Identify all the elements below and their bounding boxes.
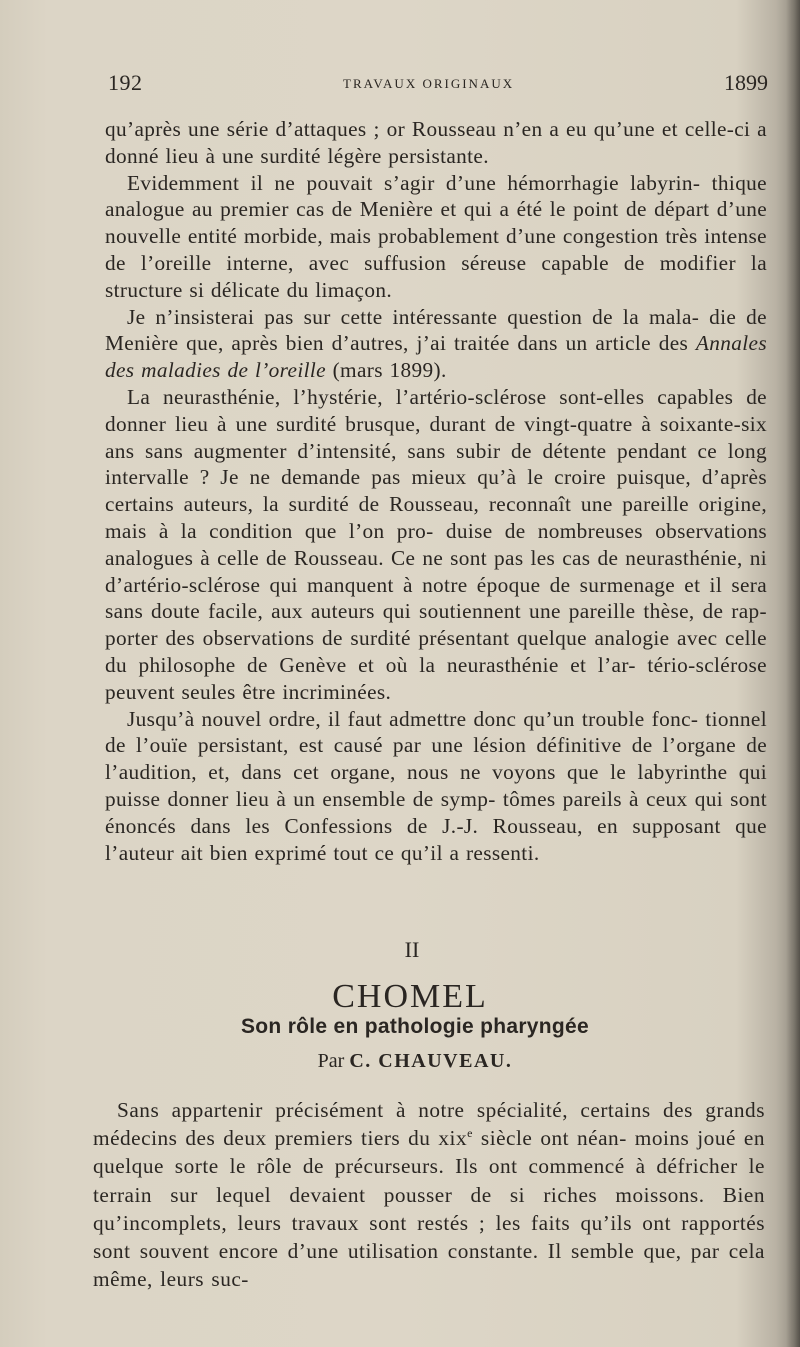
byline (0, 1050, 800, 1073)
running-header (108, 70, 768, 100)
article-subtitle: Son rôle en pathologie pharyngée (241, 1015, 589, 1038)
text-line: duise de nombreuses observations analogues à celle de Rousseau. (105, 518, 767, 570)
paragraph-meniere (105, 304, 767, 384)
text-line: die de Menière que, après bien d’autres, j’ai traitée dans un (105, 304, 767, 356)
previous-article-text (105, 116, 767, 866)
text-line: tômes pareils à ceux qui sont énoncés dans les Confessions de (105, 786, 768, 838)
article-body (93, 1096, 765, 1293)
byline-author: C. CHAUVEAU. (349, 1050, 513, 1072)
text-line: avec celle du philosophe de Genève et où la neurasthénie et l’ar- (105, 626, 767, 677)
byline-prefix: Par (317, 1050, 345, 1072)
paragraph-continuation (105, 116, 767, 170)
text-line: de l’organe de l’audition, et, dans cet organe, nous ne voyons (105, 733, 767, 785)
running-title: TRAVAUX ORIGINAUX (343, 76, 515, 91)
text-line: restés ; les faits qu’ils ont rapportés sont souvent encore d’une (93, 1210, 766, 1264)
paragraph-neurasthenia (105, 384, 767, 706)
text-line: (mars 1899). (325, 358, 447, 383)
page-binding-shadow (786, 0, 800, 1347)
running-year: 1899 (724, 70, 768, 95)
text-line: soixante-six ans sans augmenter d’intensité, sans subir de détente (105, 411, 767, 463)
text-line: La neurasthénie, l’hystérie, l’artério-sclérose sont-elles capables (127, 384, 734, 409)
text-line: thique analogue au premier cas de Menière et qui a été le point (105, 170, 767, 222)
text-line: celle-ci a donné lieu à une surdité légère persistante. (105, 117, 767, 168)
article-paragraph (93, 1096, 765, 1293)
text-line: article des (595, 331, 696, 356)
text-line: que le labyrinthe qui puisse donner lieu à un ensemble de symp- (105, 760, 767, 811)
text-line: moins joué en quelque sorte le rôle de précurseurs. Ils ont (93, 1126, 765, 1179)
paragraph-conclusion (105, 706, 767, 867)
journal-title: Annales des maladies de l’oreille (105, 331, 767, 383)
text-line: pendant ce long intervalle ? Je ne demande pas mieux qu’à le (105, 438, 767, 490)
article-title: CHOMEL (332, 978, 488, 1015)
text-line: Ce ne sont pas les cas de neurasthénie, ni d’artério-sclérose qui (105, 545, 768, 597)
text-line: de donner lieu à une surdité brusque, durant de vingt-quatre à (105, 384, 767, 436)
text-line: grands médecins des deux premiers tiers du (93, 1098, 765, 1151)
text-line: utilisation constante. Il semble que, par cela même, leurs suc- (93, 1239, 765, 1292)
text-line: tionnel de l’ouïe persistant, est causé par une lésion définitive (105, 706, 767, 758)
century-roman: xix (438, 1126, 468, 1151)
text-line: d’une congestion très intense de l’oreille interne, avec suffusion (105, 224, 767, 275)
text-line: siècle ont néan- (472, 1126, 627, 1151)
text-line: croire puisque, d’après certains auteurs, la surdité de Rousseau, (105, 465, 767, 517)
text-line: qu’après une série d’attaques ; or Rousseau n’en a eu qu’une et (105, 117, 678, 141)
paragraph-hemorrhage (105, 170, 767, 304)
text-line: reconnaît une pareille origine, mais à la condition que l’on pro- (105, 492, 767, 543)
text-line: manquent à notre époque de surmenage et il sera sans doute (105, 572, 768, 624)
text-line: Jusqu’à nouvel ordre, il faut admettre donc qu’un trouble fonc- (127, 706, 699, 731)
text-line: séreuse capable de modifier la structure si délicate du limaçon. (105, 250, 767, 302)
text-line: J.-J. Rousseau, en supposant que l’auteur ait bien exprimé tout (105, 813, 767, 865)
text-line: facile, aux auteurs qui soutiennent une pareille thèse, de rap- (208, 599, 767, 624)
text-line: Evidemment il ne pouvait s’agir d’une hémorrhagie labyrin- (127, 170, 701, 195)
text-line: Je n’insisterai pas sur cette intéressante question de la mala- (127, 304, 700, 329)
text-line: tério-sclérose peuvent seules être incriminées. (105, 652, 767, 704)
text-line: commencé à défricher le terrain sur lequel devaient pousser (93, 1154, 766, 1207)
century-superscript: e (467, 1126, 473, 1141)
section-number: II (404, 937, 420, 962)
text-line: ce qu’il a ressenti. (374, 840, 540, 865)
text-line: Sans appartenir précisément à notre spécialité, certains des (117, 1098, 693, 1122)
text-line: porter des observations de surdité présentant quelque analogie (105, 626, 670, 651)
text-line: de si riches moissons. Bien qu’incomplets, leurs travaux sont (93, 1182, 765, 1235)
page-number: 192 (108, 70, 143, 95)
text-line: de départ d’une nouvelle entité morbide, mais probablement (105, 197, 768, 249)
